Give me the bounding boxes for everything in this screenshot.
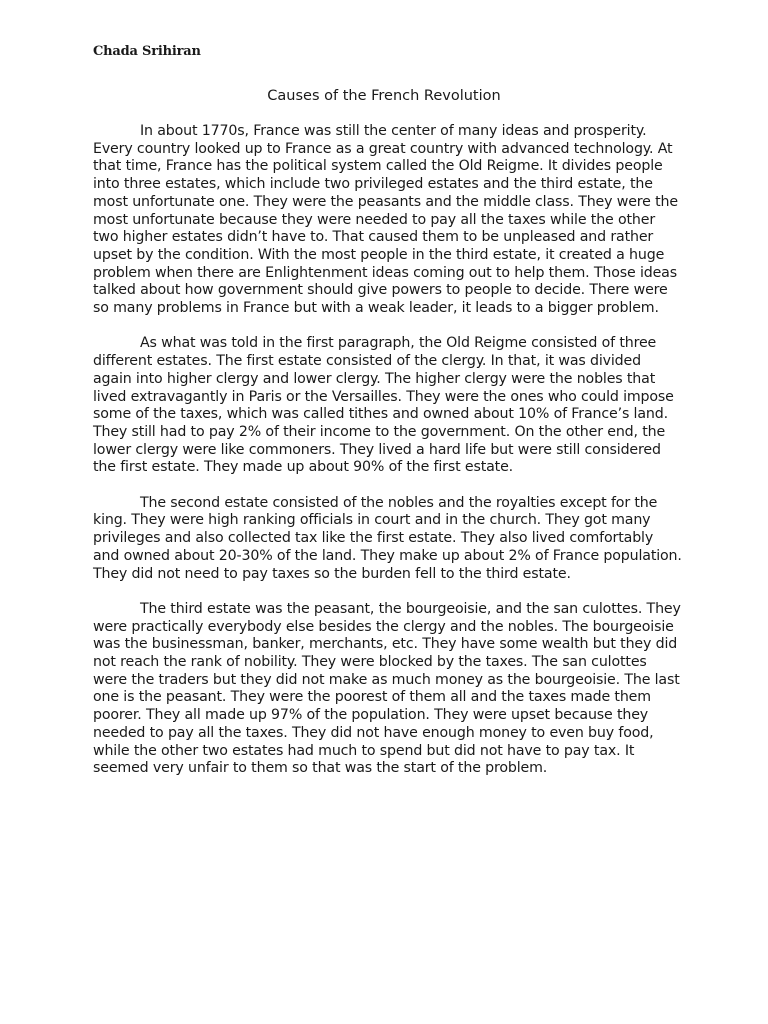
paragraph-4: The third estate was the peasant, the bourgeoisie, and the san culottes. They were practically everybody else besides the clergy and the nobles. The bourgeoisie was the businessman, banker, merchants, etc. They have some wealth but they did not reach the rank of nobility. They were blocked by the taxes. The san culottes were the traders but they did not make as much money as the bourgeoisie. The last one is the peasant. They were the poorest of them all and the taxes made them poorer. They all made up 97% of the population. They were upset because they needed to pay all the taxes. They did not have enough money to even buy food, while the other two estates had much to spend but did not have to pay tax. It seemed very unfair to them so that was the start of the problem. <box>93 600 681 777</box>
paragraph-2: As what was told in the first paragraph, the Old Reigme consisted of three different estates. The first estate consisted of the clergy. In that, it was divided again into higher clergy and lower clergy. The higher clergy were the nobles that lived extravagantly in Paris or the Versailles. They were the ones who could impose some of the taxes, which was called tithes and owned about 10% of France’s land. They still had to pay 2% of their income to the government. On the other end, the lower clergy were like commoners. They lived a hard life but were still considered the first estate. They made up about 90% of the first estate. <box>93 335 674 476</box>
document-body <box>93 123 683 796</box>
document-title: Causes of the French Revolution <box>267 88 501 104</box>
author-name: Chada Srihiran <box>93 44 201 59</box>
paragraph-3: The second estate consisted of the nobles and the royalties except for the king. They were high ranking officials in court and in the church. They got many privileges and also collected tax like the first estate. They also lived comfortably and owned about 20-30% of the land. They make up about 2% of France population. They did not need to pay taxes so the burden fell to the third estate. <box>93 494 682 582</box>
paragraph-1: In about 1770s, France was still the center of many ideas and prosperity. Every country looked up to France as a great country with advanced technology. At that time, France has the political system called the Old Reigme. It divides people into three estates, which include two privileged estates and the third estate, the most unfortunate one. They were the peasants and the middle class. They were the most unfortunate because they were needed to pay all the taxes while the other two higher estates didn’t have to. That caused them to be unpleased and rather upset by the condition. With the most people in the third estate, it created a huge problem when there are Enlightenment ideas coming out to help them. Those ideas talked about how government should give powers to people to decide. There were so many problems in France but with a weak leader, it leads to a bigger problem. <box>93 123 678 317</box>
